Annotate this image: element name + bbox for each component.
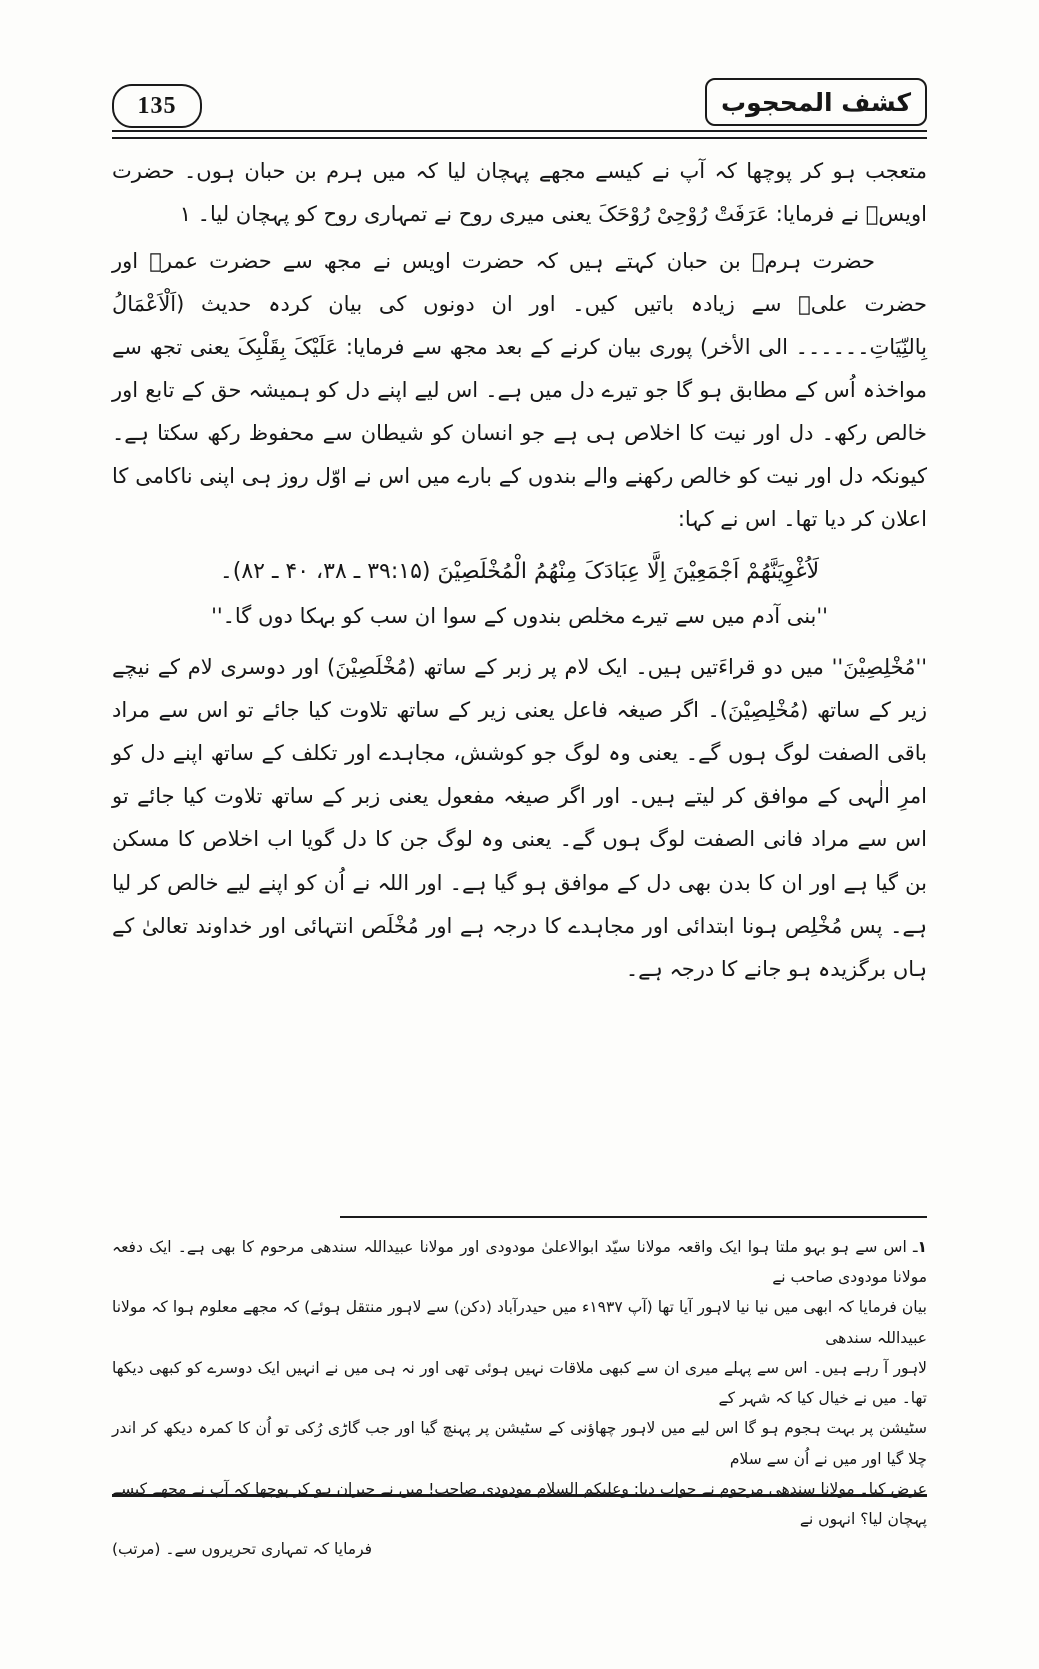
body-text: [112, 150, 927, 995]
footnote-marker: ۱: [917, 1238, 927, 1256]
paragraph-1: متعجب ہو کر پوچھا کہ آپ نے کیسے مجھے پہچان لیا کہ میں ہرم بن حبان ہوں۔ حضرت اویسؒ نے فرمایا: عَرَفَتْ رُوْحِیْ رُوْحَکَ یعنی میری روح نے تمہاری روح کو پہچان لیا۔ ۱: [112, 159, 927, 227]
footnote-line: [112, 1232, 927, 1292]
footnote-line: بیان فرمایا کہ ابھی میں نیا نیا لاہور آیا تھا (آپ ۱۹۳۷ء میں حیدرآباد (دکن) سے لاہور منتقل ہوئے) کہ مجھے معلوم ہوا کہ مولانا عبیداللہ سندھی: [112, 1298, 927, 1347]
footnote-line: لاہور آ رہے ہیں۔ اس سے پہلے میری ان سے کبھی ملاقات نہیں ہوئی تھی اور نہ ہی میں نے انہیں ایک دوسرے کو کبھی دیکھا تھا۔ میں نے خیال کیا کہ شہر کے: [112, 1358, 927, 1408]
quran-verse: لَاُغْوِیَنَّهُمْ اَجْمَعِیْنَ اِلَّا عِبَادَکَ مِنْهُمُ الْمُخْلَصِیْنَ (۳۹:۱۵ ـ ۳۸، ۴۰ ـ ۸۲)۔: [219, 559, 820, 585]
paragraph-3: ''مُخْلِصِیْنَ'' میں دو قراءَتیں ہیں۔ ایک لام پر زبر کے ساتھ (مُخْلَصِیْنَ) اور دوسری لام کے نیچے زیر کے ساتھ (مُخْلِصِیْنَ)۔ اگر صیغہ فاعل یعنی زیر کے ساتھ تلاوت کیا جائے تو اس سے مراد باقی الصفت لوگ ہوں گے۔ یعنی وہ لوگ جو کوشش، مجاہدے اور تکلف کے ساتھ اپنے دل کو امرِ الٰہی کے موافق کر لیتے ہیں۔ اور اگر صیغہ مفعول یعنی زبر کے ساتھ تلاوت کیا جائے تو اس سے مراد فانی الصفت لوگ ہوں گے۔ یعنی وہ لوگ جن کا دل گویا اب اخلاص کا مسکن بن گیا ہے اور ان کا بدن بھی دل کے موافق ہو گیا ہے۔ اور اللہ نے اُن کو اپنے لیے خالص کر لیا ہے۔ پس مُخْلِص ہونا ابتدائی اور مجاہدے کا درجہ ہے اور مُخْلَص انتہائی اور خداوند تعالیٰ کے ہاں برگزیدہ ہو جانے کا درجہ ہے۔: [112, 655, 927, 981]
footnote-block: [112, 1232, 927, 1564]
footnote-line: فرمایا کہ تمہاری تحریروں سے۔ (مرتب): [112, 1540, 373, 1559]
header-divider: [112, 130, 927, 139]
footnote-line-text: ـ اس سے ہو بہو ملتا ہوا ایک واقعہ مولانا سیّد ابوالاعلیٰ مودودی اور مولانا عبیداللہ سندھی مرحوم کا بھی ہے۔ ایک دفعہ مولانا مودودی صاحب نے: [112, 1238, 927, 1287]
page-bottom-divider: [112, 1494, 927, 1501]
footnote-line: سٹیشن پر بہت ہجوم ہو گا اس لیے میں لاہور چھاؤنی کے سٹیشن پر پہنچ گیا اور جب گاڑی رُکی تو اُن کا کمرہ دیکھ کر اندر چلا گیا اور میں نے اُن سے سلام: [112, 1419, 927, 1468]
paragraph-2: حضرت ہرمؒ بن حبان کہتے ہیں کہ حضرت اویس نے مجھ سے حضرت عمرؓ اور حضرت علیؓ سے زیادہ باتیں کیں۔ اور ان دونوں کی بیان کردہ حدیث (اَلْاَعْمَالُ بِالنِّیَاتِ۔۔۔۔۔۔ الی الأخر) پوری بیان کرنے کے بعد مجھ سے فرمایا: عَلَیْکَ بِقَلْبِکَ یعنی تجھ سے مواخذہ اُس کے مطابق ہو گا جو تیرے دل میں ہے۔ اس لیے اپنے دل کو ہمیشہ حق کے تابع اور خالص رکھ۔ دل اور نیت کا اخلاص ہی ہے جو انسان کو شیطان سے محفوظ رکھ سکتا ہے۔ کیونکہ دل اور نیت کو خالص رکھنے والے بندوں کے بارے میں اس نے اوّل روز ہی اپنی ناکامی کا اعلان کر دیا تھا۔ اس نے کہا:: [112, 249, 927, 532]
page-number: 135: [112, 84, 202, 128]
footnote-line: عرض کیا۔ مولانا سندھی مرحوم نے جواب دیا: وعلیکم السلام مودودی صاحب! میں نے حیران ہو کر پوچھا کہ آپ نے مجھے کیسے پہچان لیا؟ انہوں نے: [112, 1479, 927, 1528]
page-header: [112, 78, 927, 134]
verse-translation: ''بنی آدم میں سے تیرے مخلص بندوں کے سوا ان سب کو بہکا دوں گا۔'': [211, 604, 828, 629]
footnote-divider: [340, 1216, 927, 1218]
book-title: كشف المحجوب: [705, 78, 927, 126]
